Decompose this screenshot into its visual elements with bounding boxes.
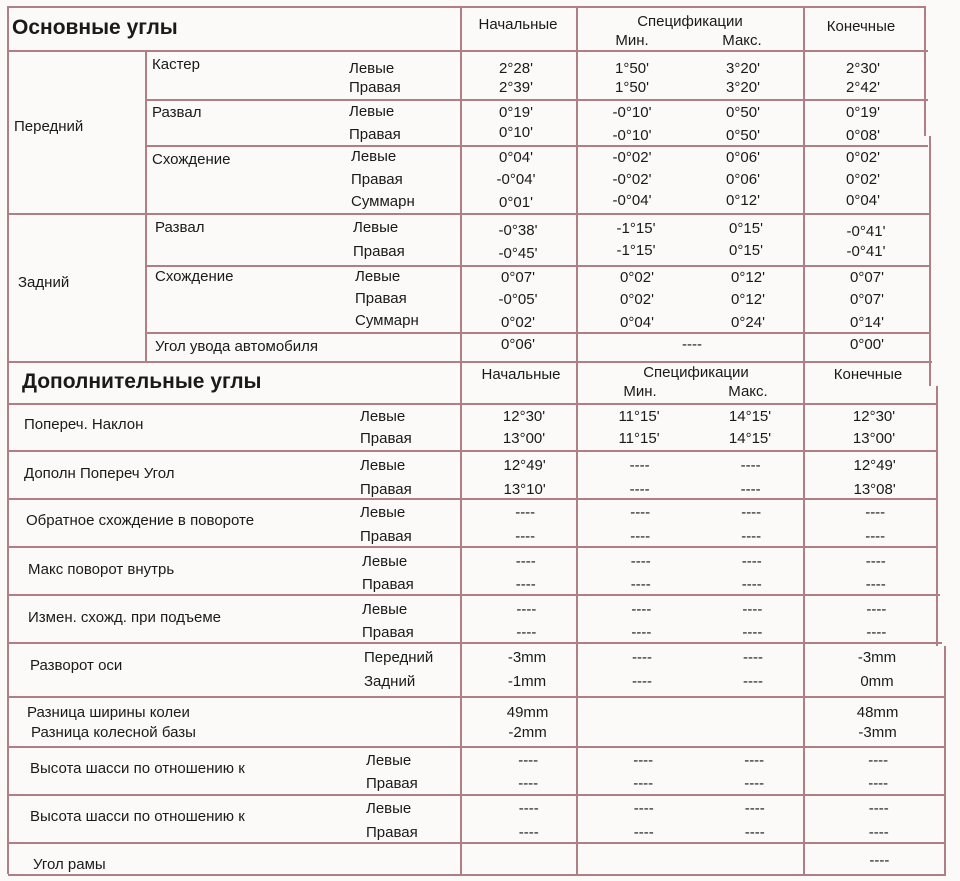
value-initial: ----: [516, 624, 537, 641]
value-initial: 0°04': [499, 149, 533, 166]
side-label: Правая: [349, 79, 401, 96]
value-initial: 13°10': [503, 481, 546, 498]
side-label: Левые: [353, 219, 399, 236]
value-initial: ----: [518, 775, 539, 792]
rule: [8, 794, 944, 796]
side-label: Правая: [351, 171, 403, 188]
rule: [8, 642, 942, 644]
rule: [8, 842, 944, 844]
value-final: ----: [869, 852, 890, 869]
rule: [936, 386, 938, 646]
value-final: ----: [865, 528, 886, 545]
value-initial: ----: [518, 752, 539, 769]
param-label-toe: Схождение: [155, 268, 234, 285]
param-label-caster: Кастер: [152, 56, 200, 73]
value-max: 0°50': [726, 104, 760, 121]
rule: [145, 50, 147, 362]
param-label: Высота шасси по отношению к: [30, 808, 245, 825]
param-label: Макс поворот внутрь: [28, 561, 175, 578]
value-initial: 2°39': [499, 79, 533, 96]
value-min: 0°04': [620, 314, 654, 331]
value-spec: ----: [682, 336, 702, 353]
side-label: Правая: [353, 243, 405, 260]
value-final: 0°19': [846, 104, 880, 121]
value-final: 0°02': [846, 149, 880, 166]
col-header-min: Мин.: [615, 32, 649, 49]
value-min: -0°04': [612, 192, 652, 209]
value-initial: 0°02': [501, 314, 535, 331]
value-min: ----: [633, 752, 654, 769]
value-initial: 0°19': [499, 104, 533, 121]
value-max: ----: [740, 457, 761, 474]
value-max: 0°12': [731, 269, 765, 286]
rule: [929, 136, 931, 386]
value-max: ----: [741, 576, 762, 593]
value-max: ----: [741, 504, 762, 521]
value-max: ----: [744, 775, 765, 792]
value-final: -0°41': [846, 243, 886, 260]
value-initial: -0°45': [498, 245, 538, 262]
col-header-initial: Начальные: [478, 16, 558, 33]
value-min: 11°15': [618, 430, 660, 447]
value-initial: -0°05': [498, 291, 538, 308]
value-initial: 2°28': [499, 60, 533, 77]
value-final: 48mm: [856, 704, 899, 721]
side-label: Суммарн: [351, 193, 415, 210]
value-final: 2°42': [846, 79, 880, 96]
side-label: Левые: [366, 800, 412, 817]
rule: [8, 546, 938, 548]
section-title-main: Основные углы: [12, 16, 178, 39]
value-final: ----: [868, 775, 889, 792]
rule: [8, 498, 936, 500]
param-label: Высота шасси по отношению к: [30, 760, 245, 777]
rule: [7, 6, 9, 874]
side-label: Правая: [362, 624, 414, 641]
value-initial: ----: [518, 800, 539, 817]
section-title-extra: Дополнительные углы: [22, 370, 262, 393]
value-final: -3mm: [857, 649, 897, 666]
side-label: Правая: [349, 126, 401, 143]
side-label: Правая: [360, 430, 412, 447]
value-initial: -1mm: [507, 673, 547, 690]
value-min: 0°02': [620, 269, 654, 286]
param-label: Разворот оси: [30, 657, 123, 674]
value-max: 3°20': [726, 60, 760, 77]
side-label: Правая: [360, 481, 412, 498]
side-label: Правая: [355, 290, 407, 307]
value-initial: 0°06': [501, 336, 535, 353]
value-min: ----: [631, 601, 652, 618]
value-min: ----: [633, 775, 654, 792]
param-label: Угол рамы: [33, 856, 106, 873]
side-label: Левые: [349, 60, 395, 77]
value-initial: ----: [515, 553, 536, 570]
value-final: ----: [866, 624, 887, 641]
rule: [803, 6, 805, 874]
side-label: Правая: [360, 528, 412, 545]
side-label: Задний: [364, 673, 416, 690]
value-min: ----: [630, 553, 651, 570]
value-min: ----: [633, 824, 654, 841]
value-initial: ----: [518, 824, 539, 841]
rule: [8, 403, 936, 405]
value-final: ----: [865, 553, 886, 570]
value-final: -3mm: [858, 724, 897, 741]
value-final: 13°00': [852, 430, 896, 447]
value-min: 0°02': [620, 291, 654, 308]
value-min: 1°50': [615, 60, 649, 77]
value-min: ----: [633, 800, 654, 817]
rule: [8, 450, 936, 452]
value-min: ----: [630, 576, 651, 593]
value-max: ----: [744, 824, 765, 841]
side-label: Правая: [362, 576, 414, 593]
value-final: ----: [868, 800, 889, 817]
side-label: Суммарн: [355, 312, 419, 329]
value-max: 0°50': [726, 127, 760, 144]
value-min: ----: [632, 673, 652, 690]
value-final: 0°08': [846, 127, 880, 144]
value-final: 2°30': [846, 60, 880, 77]
value-initial: 49mm: [506, 704, 549, 721]
side-label: Правая: [366, 824, 418, 841]
rule: [8, 696, 944, 698]
value-min: -0°10': [612, 104, 652, 121]
col-header-final: Конечные: [826, 18, 896, 35]
value-initial: -3mm: [507, 649, 547, 666]
value-initial: ----: [515, 504, 536, 521]
value-initial: -0°04': [496, 171, 536, 188]
value-max: 0°15': [729, 242, 763, 259]
rule: [944, 646, 946, 874]
value-final: ----: [865, 504, 886, 521]
value-final: ----: [866, 601, 887, 618]
value-max: 0°15': [729, 220, 763, 237]
side-label: Левые: [349, 103, 395, 120]
value-max: 0°06': [726, 171, 760, 188]
value-min: ----: [632, 649, 652, 666]
rule: [460, 6, 462, 874]
value-min: -0°02': [612, 149, 652, 166]
col-header-initial: Начальные: [481, 366, 561, 383]
value-max: ----: [740, 481, 761, 498]
value-final: 0°02': [846, 171, 880, 188]
value-final: ----: [868, 824, 889, 841]
group-label-rear: Задний: [18, 274, 70, 291]
col-header-max: Макс.: [722, 32, 762, 49]
value-final: 0mm: [860, 673, 894, 690]
value-max: 0°06': [726, 149, 760, 166]
value-max: ----: [744, 800, 765, 817]
rule: [8, 594, 940, 596]
value-final: 0°04': [846, 192, 880, 209]
value-min: 11°15': [618, 408, 660, 425]
rule: [8, 50, 928, 52]
param-label-toe: Схождение: [152, 151, 231, 168]
param-label: Обратное схождение в повороте: [26, 512, 255, 529]
rule: [8, 361, 932, 363]
side-label: Левые: [360, 457, 406, 474]
rule: [146, 265, 930, 267]
value-initial: -0°38': [498, 222, 538, 239]
value-max: ----: [743, 649, 763, 666]
value-final: 0°07': [850, 269, 884, 286]
value-final: ----: [865, 576, 886, 593]
value-min: ----: [629, 481, 650, 498]
value-max: 3°20': [726, 79, 760, 96]
value-min: -0°10': [612, 127, 652, 144]
value-final: 0°14': [850, 314, 884, 331]
rule: [924, 6, 926, 136]
param-label: Измен. схожд. при подъеме: [28, 609, 222, 626]
side-label: Левые: [362, 553, 408, 570]
value-initial: ----: [516, 601, 537, 618]
side-label: Левые: [360, 504, 406, 521]
value-max: 0°24': [731, 314, 765, 331]
value-initial: 0°01': [499, 194, 533, 211]
param-label-thrust-angle: Угол увода автомобиля: [155, 338, 319, 355]
value-min: -0°02': [612, 171, 652, 188]
col-header-specs: Спецификации: [637, 13, 743, 30]
value-final: 13°08': [853, 481, 896, 498]
param-label: Попереч. Наклон: [24, 416, 144, 433]
value-max: 0°12': [731, 291, 765, 308]
value-initial: ----: [515, 576, 536, 593]
value-min: -1°15': [616, 242, 656, 259]
value-final: 0°07': [850, 291, 884, 308]
value-max: ----: [744, 752, 765, 769]
rule: [146, 332, 930, 334]
value-min: ----: [630, 504, 651, 521]
value-final: 12°49': [853, 457, 896, 474]
side-label: Левые: [355, 268, 401, 285]
value-final: 0°00': [850, 336, 884, 353]
value-min: -1°15': [616, 220, 656, 237]
rule: [146, 145, 928, 147]
rule: [576, 6, 578, 874]
col-header-final: Конечные: [833, 366, 903, 383]
param-label: Дополн Попереч Угол: [24, 465, 175, 482]
value-min: ----: [631, 624, 652, 641]
value-final: ----: [868, 752, 889, 769]
rule: [8, 874, 946, 876]
param-label-camber: Развал: [155, 219, 205, 236]
param-label-secondary: Разница колесной базы: [31, 724, 196, 741]
rule: [8, 6, 924, 8]
side-label: Правая: [366, 775, 418, 792]
side-label: Левые: [366, 752, 412, 769]
value-initial: 0°10': [499, 124, 533, 141]
value-max: 14°15': [728, 430, 772, 447]
value-min: ----: [630, 528, 651, 545]
group-label-front: Передний: [14, 118, 84, 135]
value-max: 14°15': [728, 408, 772, 425]
value-max: ----: [742, 624, 763, 641]
value-initial: 12°30': [502, 408, 546, 425]
rule: [8, 213, 930, 215]
value-initial: 12°49': [503, 457, 546, 474]
value-min: 1°50': [615, 79, 649, 96]
side-label: Передний: [364, 649, 434, 666]
value-min: ----: [629, 457, 650, 474]
value-initial: 13°00': [502, 430, 546, 447]
param-label-camber: Развал: [152, 104, 202, 121]
value-final: 12°30': [852, 408, 896, 425]
value-max: ----: [743, 673, 763, 690]
value-final: -0°41': [846, 223, 886, 240]
side-label: Левые: [360, 408, 406, 425]
value-initial: -2mm: [508, 724, 547, 741]
value-max: ----: [742, 601, 763, 618]
param-label: Разница ширины колеи: [27, 704, 190, 721]
value-initial: 0°07': [501, 269, 535, 286]
value-max: ----: [741, 528, 762, 545]
col-header-specs: Спецификации: [643, 364, 749, 381]
side-label: Левые: [351, 148, 397, 165]
rule: [8, 746, 944, 748]
rule: [146, 99, 928, 101]
side-label: Левые: [362, 601, 408, 618]
col-header-max: Макс.: [728, 383, 768, 400]
value-max: 0°12': [726, 192, 760, 209]
value-max: ----: [741, 553, 762, 570]
value-initial: ----: [515, 528, 536, 545]
col-header-min: Мин.: [623, 383, 657, 400]
